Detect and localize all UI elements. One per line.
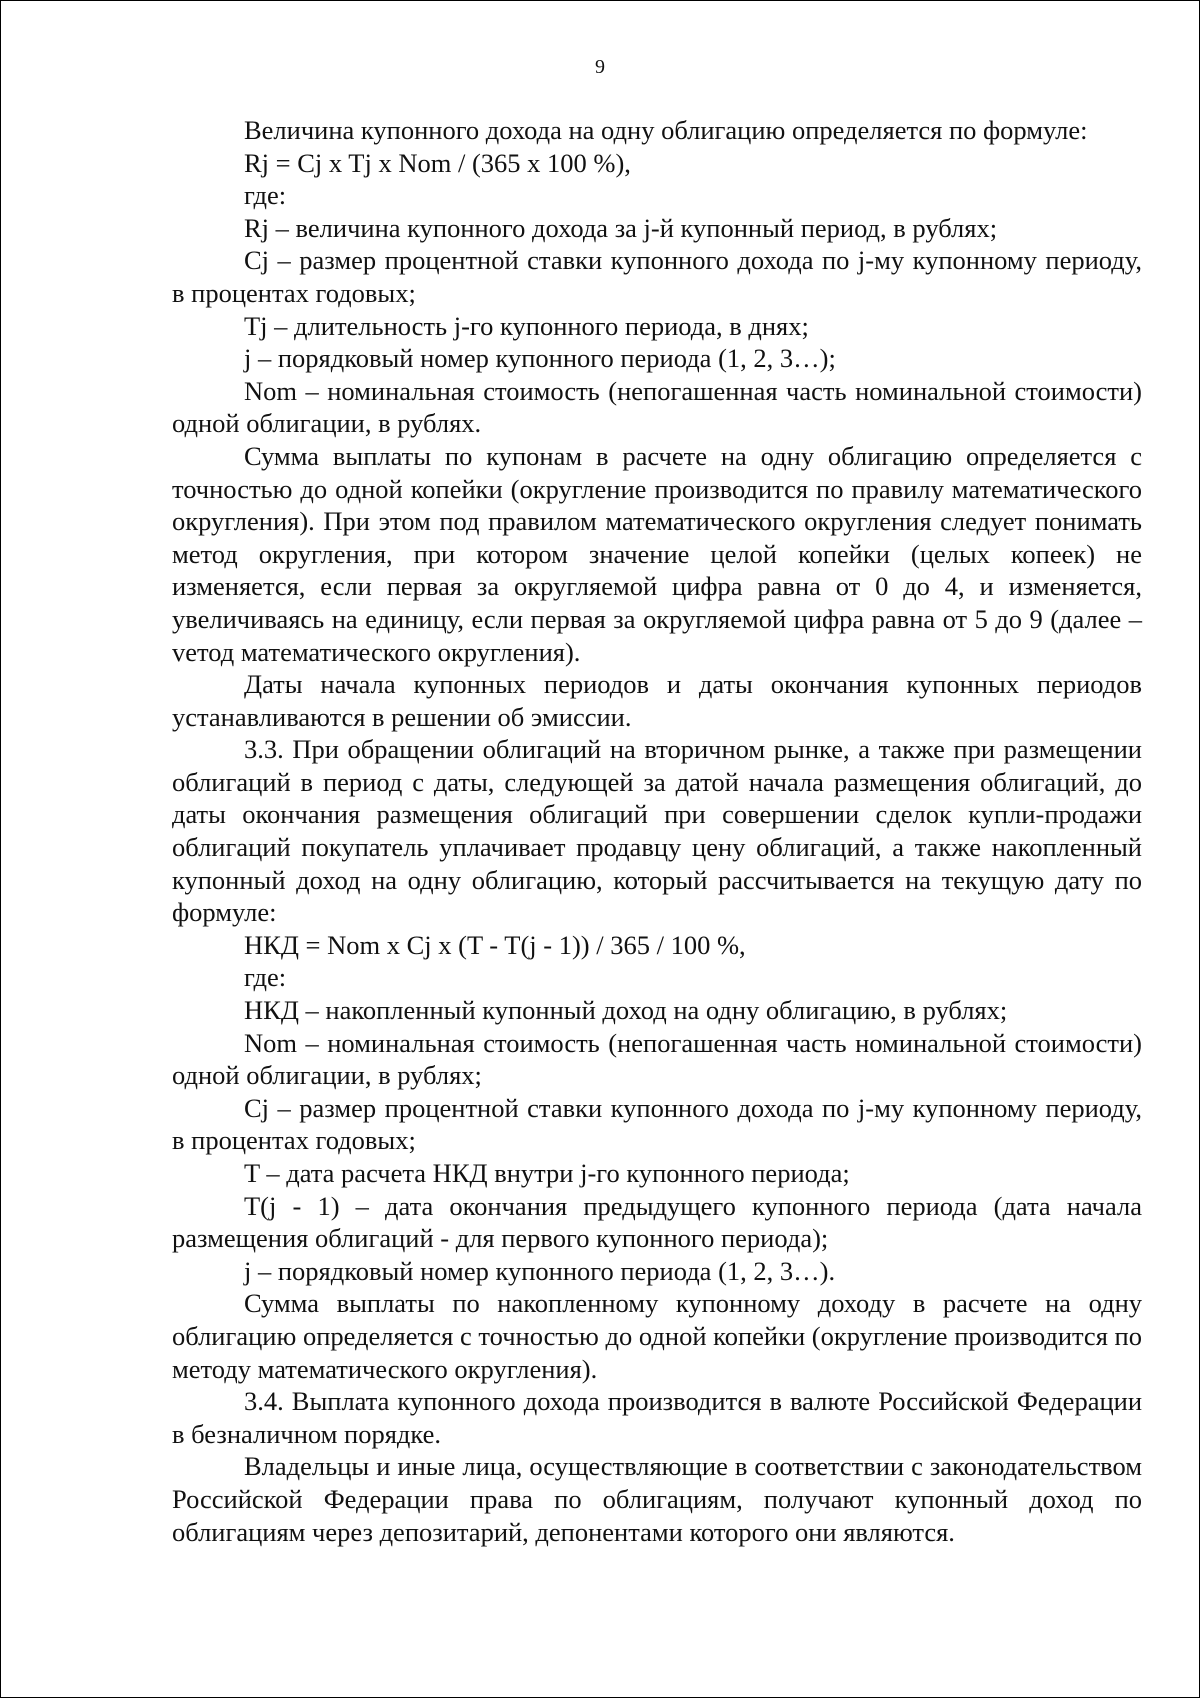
- definition-j: j – порядковый номер купонного периода (1, 2, 3…);: [244, 343, 836, 374]
- section-3-3: 3.3. При обращении облигаций на вторичном рынке, а также при размещении облигаций в период с даты, следующей за датой начала размещения облигаций, до даты окончания размещения облигаций при совершении сделок купли-продажи облигаций покупатель уплачивает продавцу цену облигаций, а также накопленный купонный доход на одну облигацию, который рассчитывается на текущую дату по формуле:: [172, 734, 1142, 928]
- paragraph-coupon-dates: Даты начала купонных периодов и даты окончания купонных периодов устанавливаются в решении об эмиссии.: [172, 669, 1142, 732]
- definition-cj: Cj – размер процентной ставки купонного дохода по j-му купонному периоду, в процентах годовых;: [172, 245, 1142, 308]
- definition-nkd: НКД – накопленный купонный доход на одну облигацию, в рублях;: [244, 995, 1008, 1026]
- where-label: где:: [244, 180, 287, 211]
- definition-cj-2: Cj – размер процентной ставки купонного дохода по j-му купонному периоду, в процентах годовых;: [172, 1092, 1142, 1156]
- document-body: [172, 114, 1142, 1548]
- definition-rj: Rj – величина купонного дохода за j-й купонный период, в рублях;: [244, 212, 998, 243]
- definition-t-prev: T(j - 1) – дата окончания предыдущего купонного периода (дата начала размещения облигаций - для первого купонного периода);: [172, 1190, 1142, 1254]
- formula-nkd: НКД = Nom x Cj x (T - T(j - 1)) / 365 / 100 %,: [244, 929, 746, 960]
- definition-nom-2: Nom – номинальная стоимость (непогашенная часть номинальной стоимости) одной облигации, в рублях;: [172, 1027, 1142, 1091]
- paragraph-rounding: Сумма выплаты по купонам в расчете на одну облигацию определяется с точностью до одной копейки (округление производится по правилу математического округления). При этом под правилом математического округления следует понимать метод округления, при котором значение целой копейки (целых копеек) не изменяется, если первая за округляемой цифра равна от 0 до 4, и изменяется, увеличиваясь на единицу, если первая за округляемой цифра равна от 5 до 9 (далее – vетод математического округления).: [172, 440, 1142, 667]
- definition-nom: Nom – номинальная стоимость (непогашенная часть номинальной стоимости) одной облигации, в рублях.: [172, 375, 1142, 439]
- formula-rj: Rj = Cj x Tj x Nom / (365 x 100 %),: [244, 147, 631, 178]
- paragraph-formula-intro: Величина купонного дохода на одну облигацию определяется по формуле:: [244, 115, 1088, 145]
- paragraph-nkd-rounding: Сумма выплаты по накопленному купонному доходу в расчете на одну облигацию определяется с точностью до одной копейки (округление производится по методу математического округления).: [172, 1288, 1142, 1384]
- paragraph-owners: Владельцы и иные лица, осуществляющие в соответствии с законодательством Российской Федерации права по облигациям, получают купонный доход по облигациям через депозитарий, депонентами которого они являются.: [172, 1451, 1142, 1547]
- section-3-4: 3.4. Выплата купонного дохода производится в валюте Российской Федерации в безналичном порядке.: [172, 1386, 1142, 1449]
- definition-t: T – дата расчета НКД внутри j-го купонного периода;: [244, 1158, 850, 1188]
- page-number: 9: [595, 56, 605, 78]
- definition-tj: Tj – длительность j-го купонного периода, в днях;: [244, 310, 809, 341]
- where-label-2: где:: [244, 962, 287, 993]
- definition-j-2: j – порядковый номер купонного периода (1, 2, 3…).: [244, 1255, 836, 1286]
